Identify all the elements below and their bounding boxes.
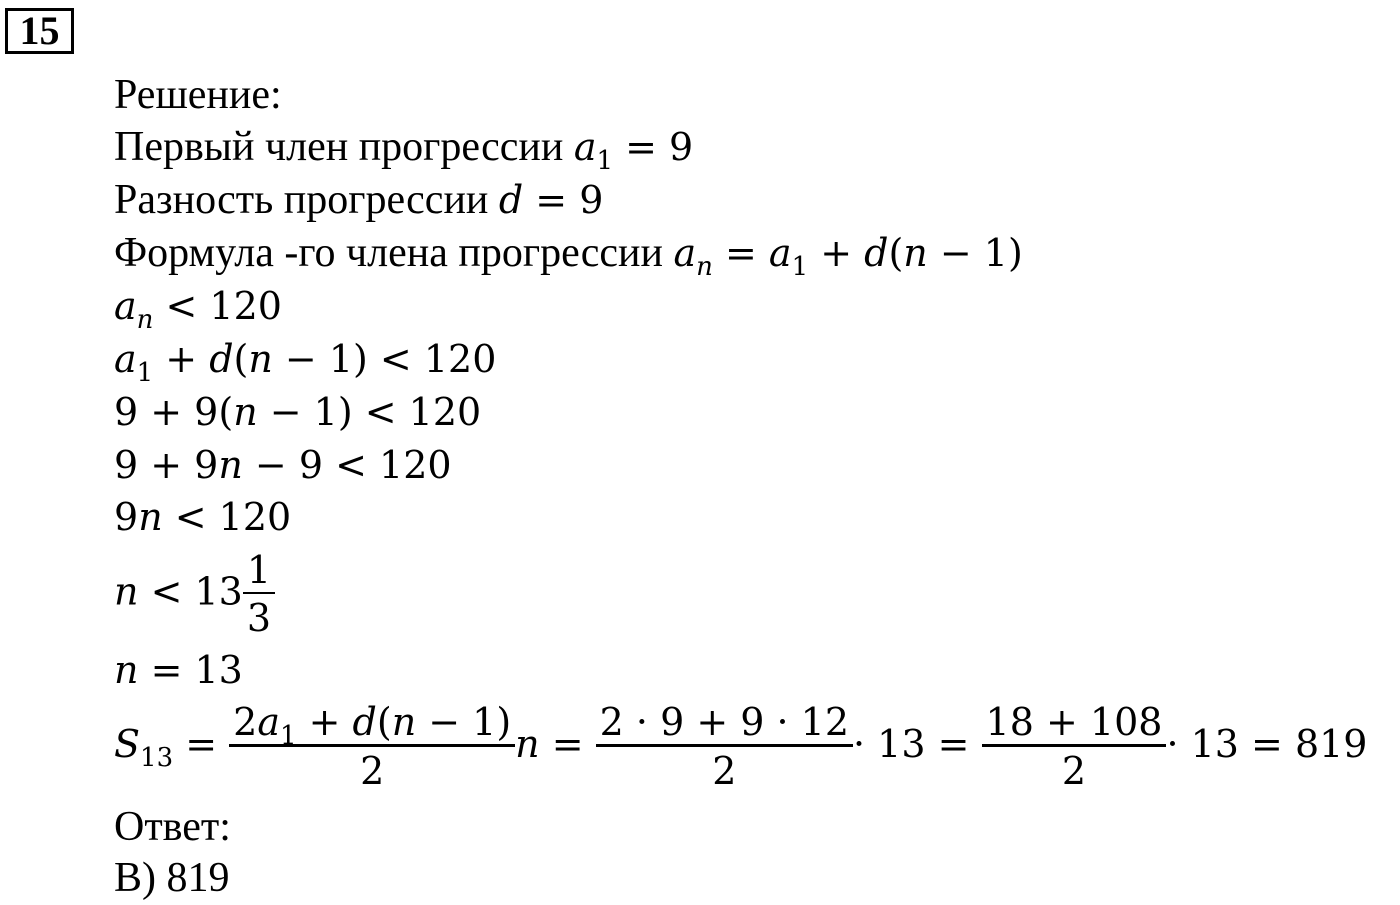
difference-value: 9 <box>579 178 604 222</box>
sum-fraction-2: $\frac{2 \cdot 9 + 9 \cdot 12}{2}$ <box>596 700 853 795</box>
solution-heading: Решение: <box>114 72 282 118</box>
formula-label: Формула -го члена прогрессии <box>114 230 664 276</box>
formula-line: Формула -го члена прогрессии $a_n = a_1 + d(n - 1)$ <box>114 230 1023 282</box>
answer-value: В) 819 <box>114 855 230 901</box>
sum-fraction-3: $\frac{18 + 108}{2}$ <box>982 700 1167 795</box>
step-5: 9n < 120 <box>114 495 292 539</box>
sum-fraction-1: $\frac{2a_1 + d(n - 1)}{2}$ <box>229 700 515 795</box>
difference-line: Разность прогрессии d = 9 <box>114 177 604 223</box>
bound-fraction: $\frac{1}{3}$ <box>243 548 275 642</box>
step-7: n = 13 <box>114 648 243 692</box>
first-term-value: 9 <box>669 125 694 169</box>
limit-value: 120 <box>209 284 282 328</box>
step-2: $a_1 + d(n - 1) < 120$ <box>114 337 497 388</box>
first-term-line: Первый член прогрессии $a_1 = 9$ <box>114 124 694 176</box>
step-6: n < 13 $\frac{1}{3}$ <box>114 548 275 642</box>
problem-number: 15 <box>5 8 74 54</box>
sum-formula: $S_{13}$ = $\frac{2a_1 + d(n - 1)}{2}$ n = $\frac{2 \cdot 9 + 9 \cdot 12}{2}$ · 13 = $\frac{18 + 108}{2}$ · 13 = 819 <box>114 700 1368 793</box>
sum-result: · 13 = 819 <box>1166 722 1368 766</box>
step-3: 9 + 9(n − 1) < 120 <box>114 390 482 434</box>
answer-label: Ответ: <box>114 804 231 850</box>
step-4: 9 + 9n − 9 < 120 <box>114 443 452 487</box>
step-1: $a_n < 120$ <box>114 284 282 335</box>
difference-label: Разность прогрессии <box>114 177 489 223</box>
first-term-label: Первый член прогрессии <box>114 124 564 170</box>
